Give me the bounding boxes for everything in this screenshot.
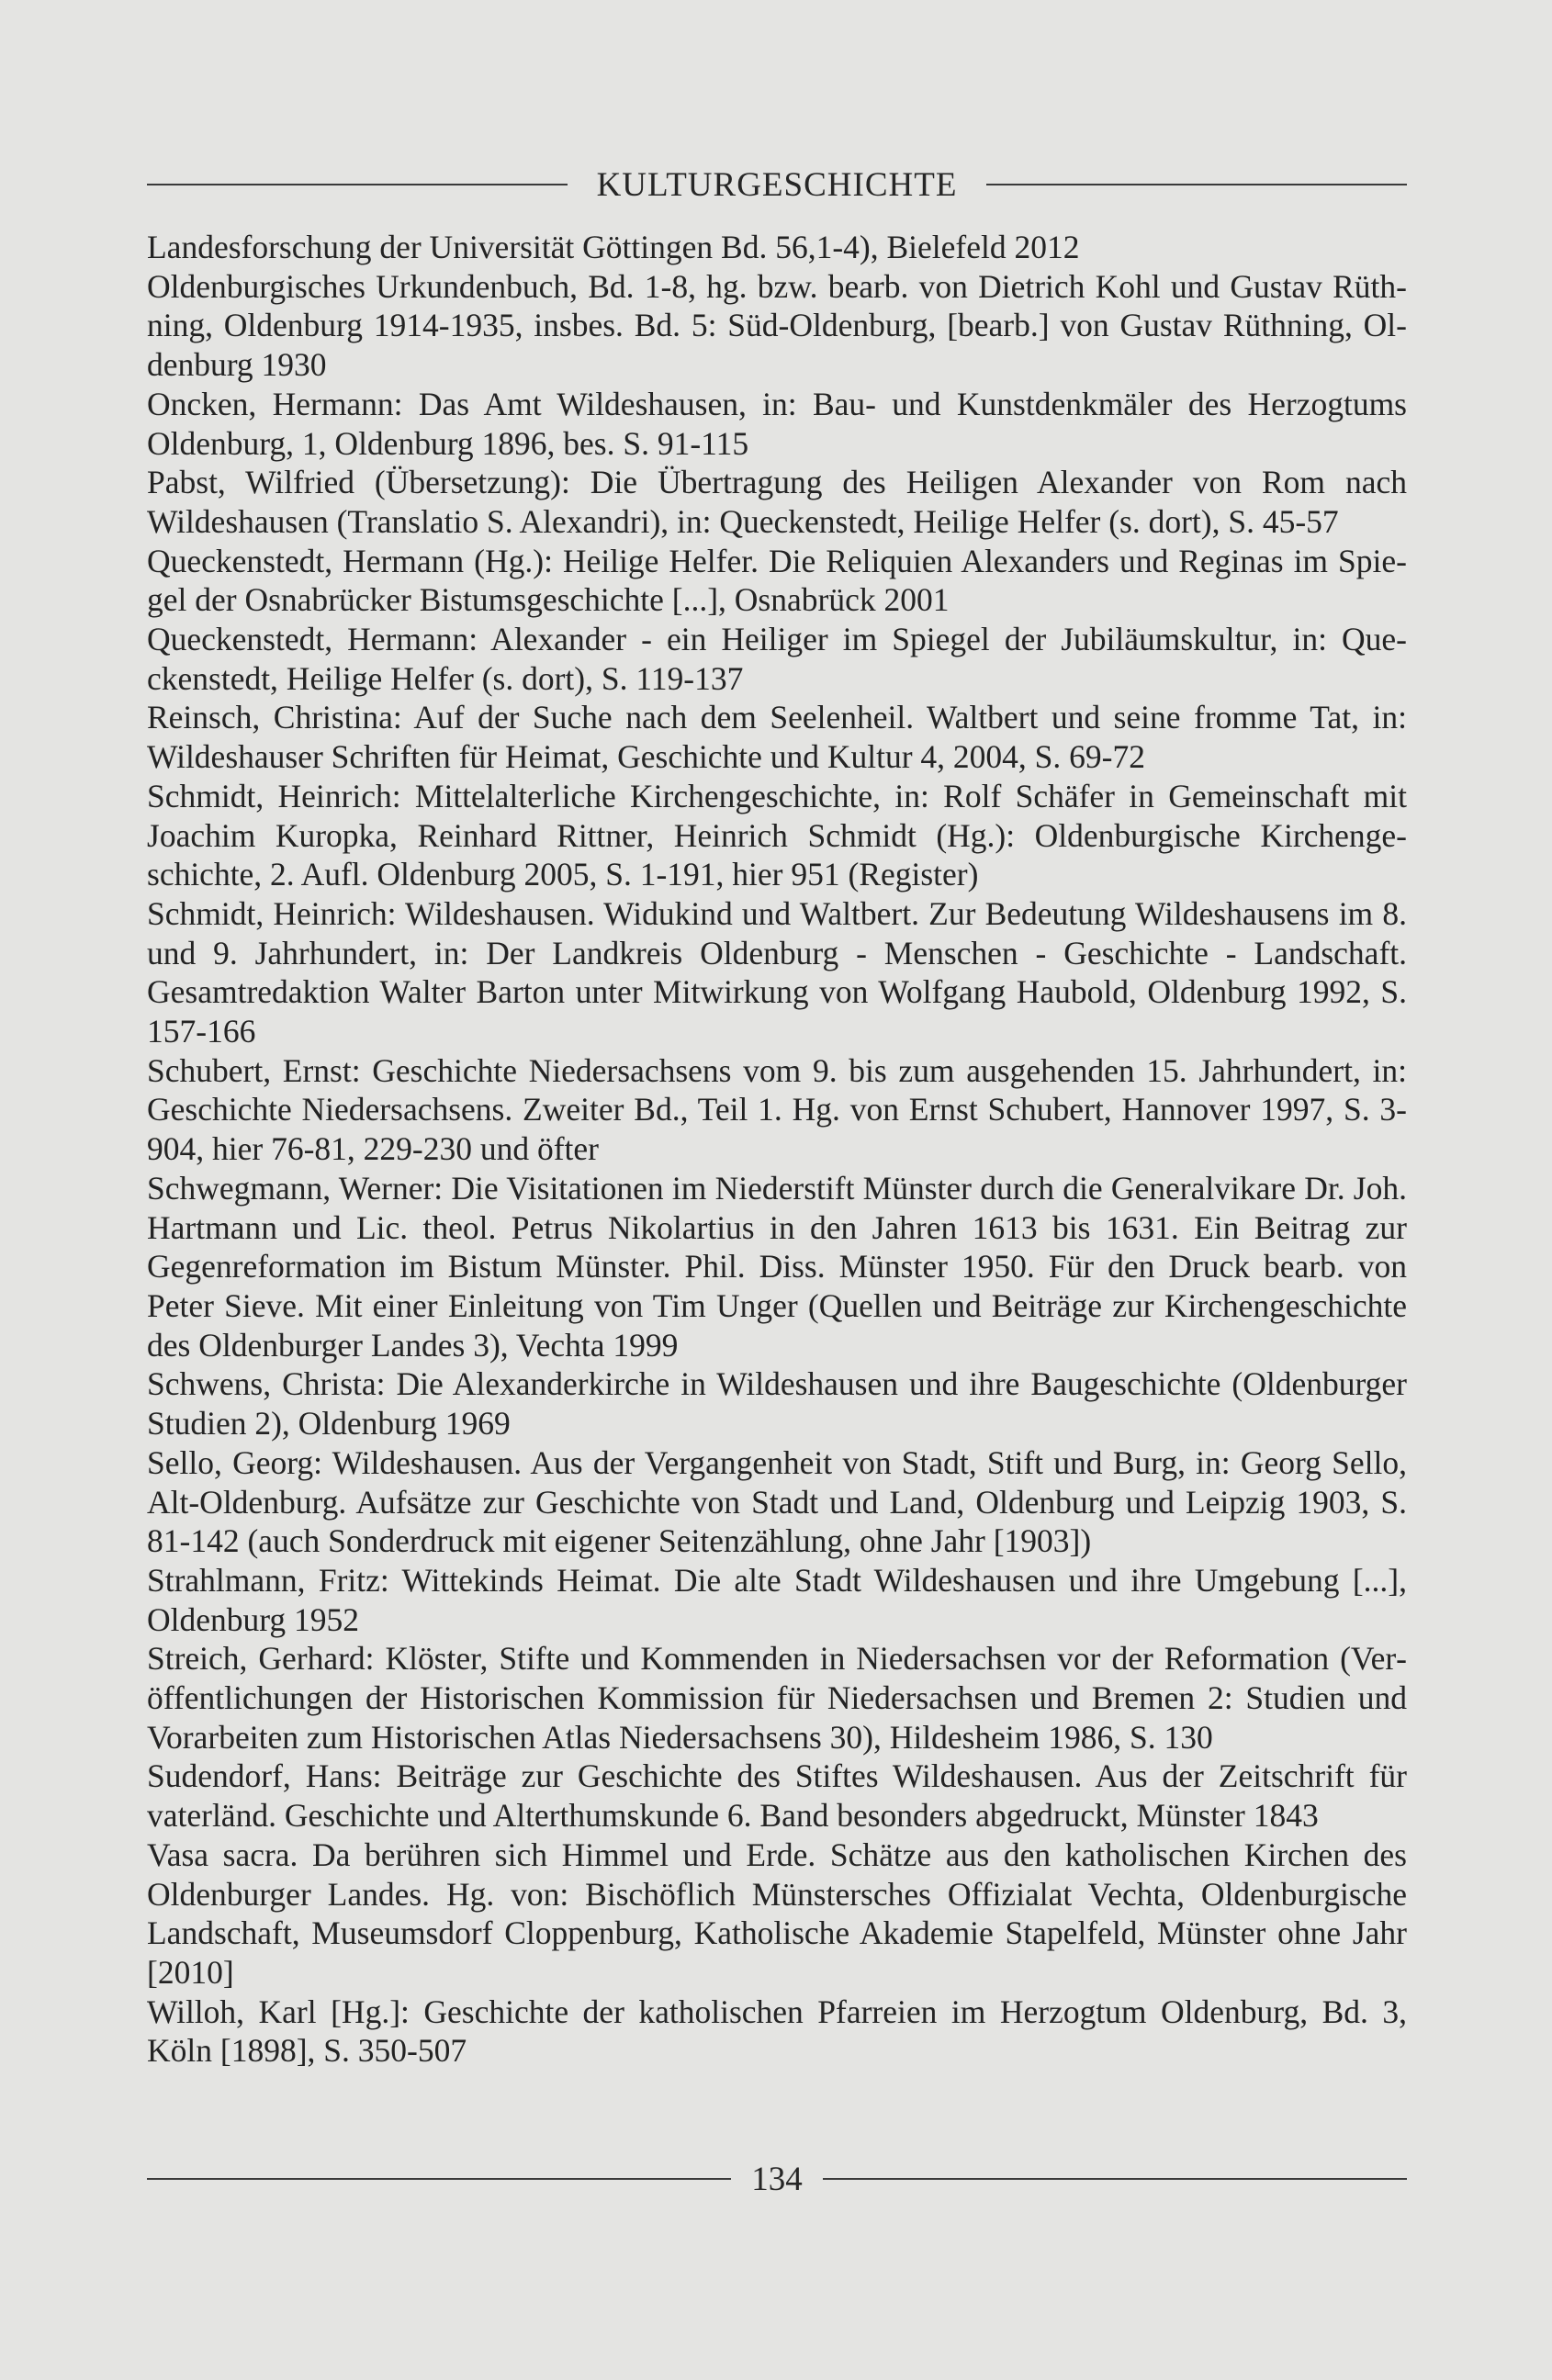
running-header [147,152,1407,217]
bibliography-list [147,228,1407,2071]
bibliography-entry: Sello, Georg: Wildeshausen. Aus der Vergangenheit von Stadt, Stift und Burg, in: Georg Sello, Alt-Oldenburg. Aufsätze zur Geschichte von Stadt und Land, Oldenburg und Leipzig 1903, S. 81-142 (auch Sonderdruck mit eigener Seitenzählung, ohne Jahr [1903]) [147,1443,1407,1560]
bibliography-entry: Schwens, Christa: Die Alexanderkirche in Wildeshausen und ihre Baugeschichte (Oldenburger Studien 2), Oldenburg 1969 [147,1365,1407,1443]
footer-rule-right [823,2178,1407,2180]
bibliography-entry: Oldenburgisches Urkundenbuch, Bd. 1-8, hg. bzw. bearb. von Dietrich Kohl und Gustav Rüthning, Oldenburg 1914-1935, insbes. Bd. 5: Süd-Oldenburg, [bearb.] von Gustav Rüthning, Oldenburg 1930 [147,267,1407,384]
bibliography-entry: Schubert, Ernst: Geschichte Niedersachsens vom 9. bis zum ausgehenden 15. Jahrhundert, in: Geschichte Niedersachsens. Zweiter Bd., Teil 1. Hg. von Ernst Schubert, Hannover 1997, S. 3-904, hier 76-81, 229-230 und öfter [147,1051,1407,1168]
bibliography-entry: Sudendorf, Hans: Beiträge zur Geschichte des Stiftes Wildeshausen. Aus der Zeitschrift für vaterländ. Geschichte und Alterthumskunde 6. Band besonders abgedruckt, Münster 1843 [147,1757,1407,1835]
bibliography-entry: Streich, Gerhard: Klöster, Stifte und Kommenden in Niedersachsen vor der Reformation (Veröffentlichungen der Historischen Kommission für Niedersachsen und Bremen 2: Studien und Vorarbeiten zum Historischen Atlas Niedersachsens 30), Hildesheim 1986, S. 130 [147,1640,1407,1756]
footer-rule-left [147,2178,731,2180]
bibliography-entry: Reinsch, Christina: Auf der Suche nach dem Seelenheil. Waltbert und seine fromme Tat, in: Wildeshauser Schriften für Heimat, Geschichte und Kultur 4, 2004, S. 69-72 [147,699,1407,776]
page-number: 134 [751,2160,803,2198]
header-rule-right [986,184,1407,185]
bibliography-entry: Schmidt, Heinrich: Mittelalterliche Kirchengeschichte, in: Rolf Schäfer in Gemeinschaft mit Joachim Kuropka, Reinhard Rittner, Heinrich Schmidt (Hg.): Oldenburgische Kirchengeschichte, 2. Aufl. Oldenburg 2005, S. 1-191, hier 951 (Register) [147,777,1407,893]
bibliography-entry: Pabst, Wilfried (Übersetzung): Die Übertragung des Heiligen Alexander von Rom nach Wildeshausen (Translatio S. Alexandri), in: Queckenstedt, Heilige Helfer (s. dort), S. 45-57 [147,464,1407,540]
bibliography-entry: Landesforschung der Universität Göttingen Bd. 56,1-4), Bielefeld 2012 [147,229,1080,265]
bibliography-entry: Vasa sacra. Da berühren sich Himmel und Erde. Schätze aus den katholischen Kirchen des Oldenburger Landes. Hg. von: Bischöflich Münstersches Offizialat Vechta, Oldenburgische Landschaft, Museumsdorf Cloppenburg, Katholische Akademie Stapelfeld, Münster ohne Jahr [2010] [147,1836,1407,1991]
bibliography-entry: Queckenstedt, Hermann: Alexander - ein Heiliger im Spiegel der Jubiläumskultur, in: Queckenstedt, Heilige Helfer (s. dort), S. 119-137 [147,621,1407,697]
bibliography-entry: Queckenstedt, Hermann (Hg.): Heilige Helfer. Die Reliquien Alexanders und Reginas im Spiegel der Osnabrücker Bistumsgeschichte [...], Osnabrück 2001 [147,542,1407,619]
bibliography-entry: Strahlmann, Fritz: Wittekinds Heimat. Die alte Stadt Wildeshausen und ihre Umgebung [...], Oldenburg 1952 [147,1561,1407,1638]
header-rule-left [147,184,568,185]
bibliography-entry: Oncken, Hermann: Das Amt Wildeshausen, in: Bau- und Kunstdenkmäler des Herzogtums Oldenburg, 1, Oldenburg 1896, bes. S. 91-115 [147,385,1407,462]
bibliography-entry: Willoh, Karl [Hg.]: Geschichte der katholischen Pfarreien im Herzogtum Oldenburg, Bd. 3, Köln [1898], S. 350-507 [147,1993,1407,2070]
bibliography-entry: Schmidt, Heinrich: Wildeshausen. Widukind und Waltbert. Zur Bedeutung Wildeshausens im 8. und 9. Jahrhundert, in: Der Landkreis Oldenburg - Menschen - Geschichte - Landschaft. Gesamtredaktion Walter Barton unter Mitwirkung von Wolfgang Haubold, Oldenburg 1992, S. 157-166 [147,894,1407,1050]
page-footer [147,2147,1407,2211]
running-header-title: KULTURGESCHICHTE [596,165,958,204]
bibliography-entry: Schwegmann, Werner: Die Visitationen im Niederstift Münster durch die Generalvikare Dr. Joh. Hartmann und Lic. theol. Petrus Nikolartius in den Jahren 1613 bis 1631. Ein Beitrag zur Gegenreformation im Bistum Münster. Phil. Diss. Münster 1950. Für den Druck bearb. von Peter Sieve. Mit einer Einleitung von Tim Unger (Quellen und Beiträge zur Kirchengeschichte des Oldenburger Landes 3), Vechta 1999 [147,1169,1407,1364]
